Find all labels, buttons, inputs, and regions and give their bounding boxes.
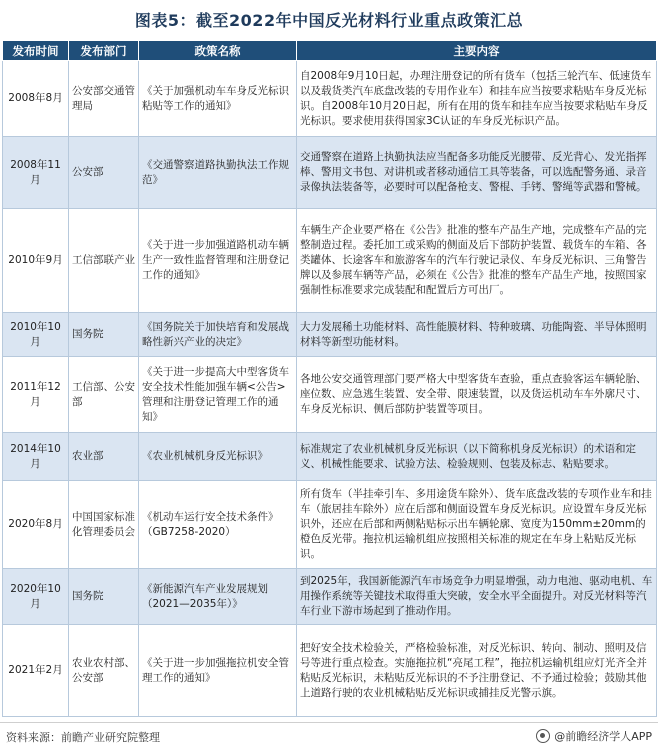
header-time: 发布时间 (3, 41, 69, 61)
cell-dept: 农业部 (69, 433, 139, 481)
cell-name: 《农业机械机身反光标识》 (139, 433, 297, 481)
cell-time: 2020年8月 (3, 481, 69, 569)
cell-content: 标准规定了农业机械机身反光标识（以下简称机身反光标识）的术语和定义、机械性能要求、试验方法、检验规则、包装及标志、粘贴要求。 (297, 433, 657, 481)
table-row (3, 569, 657, 625)
table-row (3, 61, 657, 137)
cell-content: 大力发展稀土功能材料、高性能膜材料、特种玻璃、功能陶瓷、半导体照明材料等新型功能材料。 (297, 313, 657, 357)
brand-label (536, 728, 652, 744)
header-content: 主要内容 (297, 41, 657, 61)
table-row (3, 357, 657, 433)
cell-dept: 公安部 (69, 137, 139, 209)
cell-time: 2014年10月 (3, 433, 69, 481)
cell-time: 2021年2月 (3, 625, 69, 717)
source-note: 资料来源：前瞻产业研究院整理 (6, 731, 160, 744)
table-row (3, 137, 657, 209)
header-dept: 发布部门 (69, 41, 139, 61)
policy-table (2, 40, 657, 717)
table-row (3, 209, 657, 313)
cell-time: 2008年8月 (3, 61, 69, 137)
cell-name: 《机动车运行安全技术条件》（GB7258-2020） (139, 481, 297, 569)
cell-dept: 农业农村部、公安部 (69, 625, 139, 717)
cell-time: 2008年11月 (3, 137, 69, 209)
cell-dept: 国务院 (69, 569, 139, 625)
cell-dept: 工信部联产业 (69, 209, 139, 313)
cell-content: 所有货车（半挂牵引车、多用途货车除外）、货车底盘改装的专项作业车和挂车（旅居挂车除外）应在后部和侧面设置车身反光标识。应设置车身反光标识外，还应在后部和两侧粘贴标示出车辆轮廓、宽度为150mm±20mm的橙色反光带。拖拉机运输机组应按照相关标准的规定在车身上粘贴反光标识。 (297, 481, 657, 569)
cell-content: 交通警察在道路上执勤执法应当配备多功能反光腰带、反光背心、发光指挥棒、警用文书包、对讲机或者移动通信工具等装备，可以选配警务通、录音录像执法装备等，必要时可以配备枪支、警棍、手铐、警绳等武器和警械。 (297, 137, 657, 209)
cell-name: 《关于进一步加强拖拉机安全管理工作的通知》 (139, 625, 297, 717)
cell-dept: 国务院 (69, 313, 139, 357)
table-row (3, 481, 657, 569)
cell-name: 《关于加强机动车车身反光标识粘贴等工作的通知》 (139, 61, 297, 137)
cell-name: 《关于进一步提高大中型客货车安全技术性能加强车辆<公告>管理和注册登记管理工作的通知》 (139, 357, 297, 433)
footer (0, 722, 658, 749)
table-row (3, 433, 657, 481)
cell-content: 自2008年9月10日起，办理注册登记的所有货车（包括三轮汽车、低速货车以及载货类汽车底盘改装的专用作业车）和挂车应当按要求粘贴车身反光标识。自2008年10月20日起，所有在用的货车和挂车应当按要求粘贴车身反光标识。要求使用获得国家3C认证的车身反光标识产品。 (297, 61, 657, 137)
cell-time: 2020年10月 (3, 569, 69, 625)
page-title: 图表5：截至2022年中国反光材料行业重点政策汇总 (134, 11, 524, 30)
cell-time: 2010年10月 (3, 313, 69, 357)
cell-name: 《交通警察道路执勤执法工作规范》 (139, 137, 297, 209)
cell-dept: 工信部、公安部 (69, 357, 139, 433)
table-row (3, 625, 657, 717)
cell-content: 到2025年，我国新能源汽车市场竞争力明显增强，动力电池、驱动电机、车用操作系统等关键技术取得重大突破，安全水平全面提升。对反光材料等汽车行业下游市场起到了推动作用。 (297, 569, 657, 625)
cell-name: 《国务院关于加快培育和发展战略性新兴产业的决定》 (139, 313, 297, 357)
cell-content: 各地公安交通管理部门要严格大中型客货车查验，重点查验客运车辆轮胎、座位数、应急逃生装置、安全带、限速装置，以及货运机动车车外廓尺寸、车身反光标识、侧后部防护装置等项目。 (297, 357, 657, 433)
cell-content: 车辆生产企业要严格在《公告》批准的整车产品生产地，完成整车产品的完整制造过程。委托加工或采购的侧面及后下部防护装置、载货车的车箱、各类罐体、长途客车和旅游客车的汽车行驶记录仪、车身反光标识、三角警告牌以及参展车辆等产品，必须在《公告》批准的整车产品生产地，按照国家强制性标准要求完成装配和配置后方可出厂。 (297, 209, 657, 313)
brand-logo-icon (536, 729, 550, 743)
table-row (3, 313, 657, 357)
cell-dept: 中国国家标准化管理委员会 (69, 481, 139, 569)
cell-dept: 公安部交通管理局 (69, 61, 139, 137)
cell-content: 把好安全技术检验关，严格检验标准，对反光标识、转向、制动、照明及信号等进行重点检查。实施拖拉机“亮尾工程”，拖拉机运输机组应灯光齐全并粘贴反光标识，未粘贴反光标识的不予注册登记、不予通过检验；鼓励其他上道路行驶的农业机械粘贴反光标识或捕挂反光警示旗。 (297, 625, 657, 717)
cell-name: 《新能源汽车产业发展规划（2021—2035年）》 (139, 569, 297, 625)
brand-text: @前瞻经济学人APP (554, 730, 652, 743)
cell-name: 《关于进一步加强道路机动车辆生产一致性监督管理和注册登记工作的通知》 (139, 209, 297, 313)
cell-time: 2010年9月 (3, 209, 69, 313)
header-name: 政策名称 (139, 41, 297, 61)
cell-time: 2011年12月 (3, 357, 69, 433)
table-header-row (3, 41, 657, 61)
